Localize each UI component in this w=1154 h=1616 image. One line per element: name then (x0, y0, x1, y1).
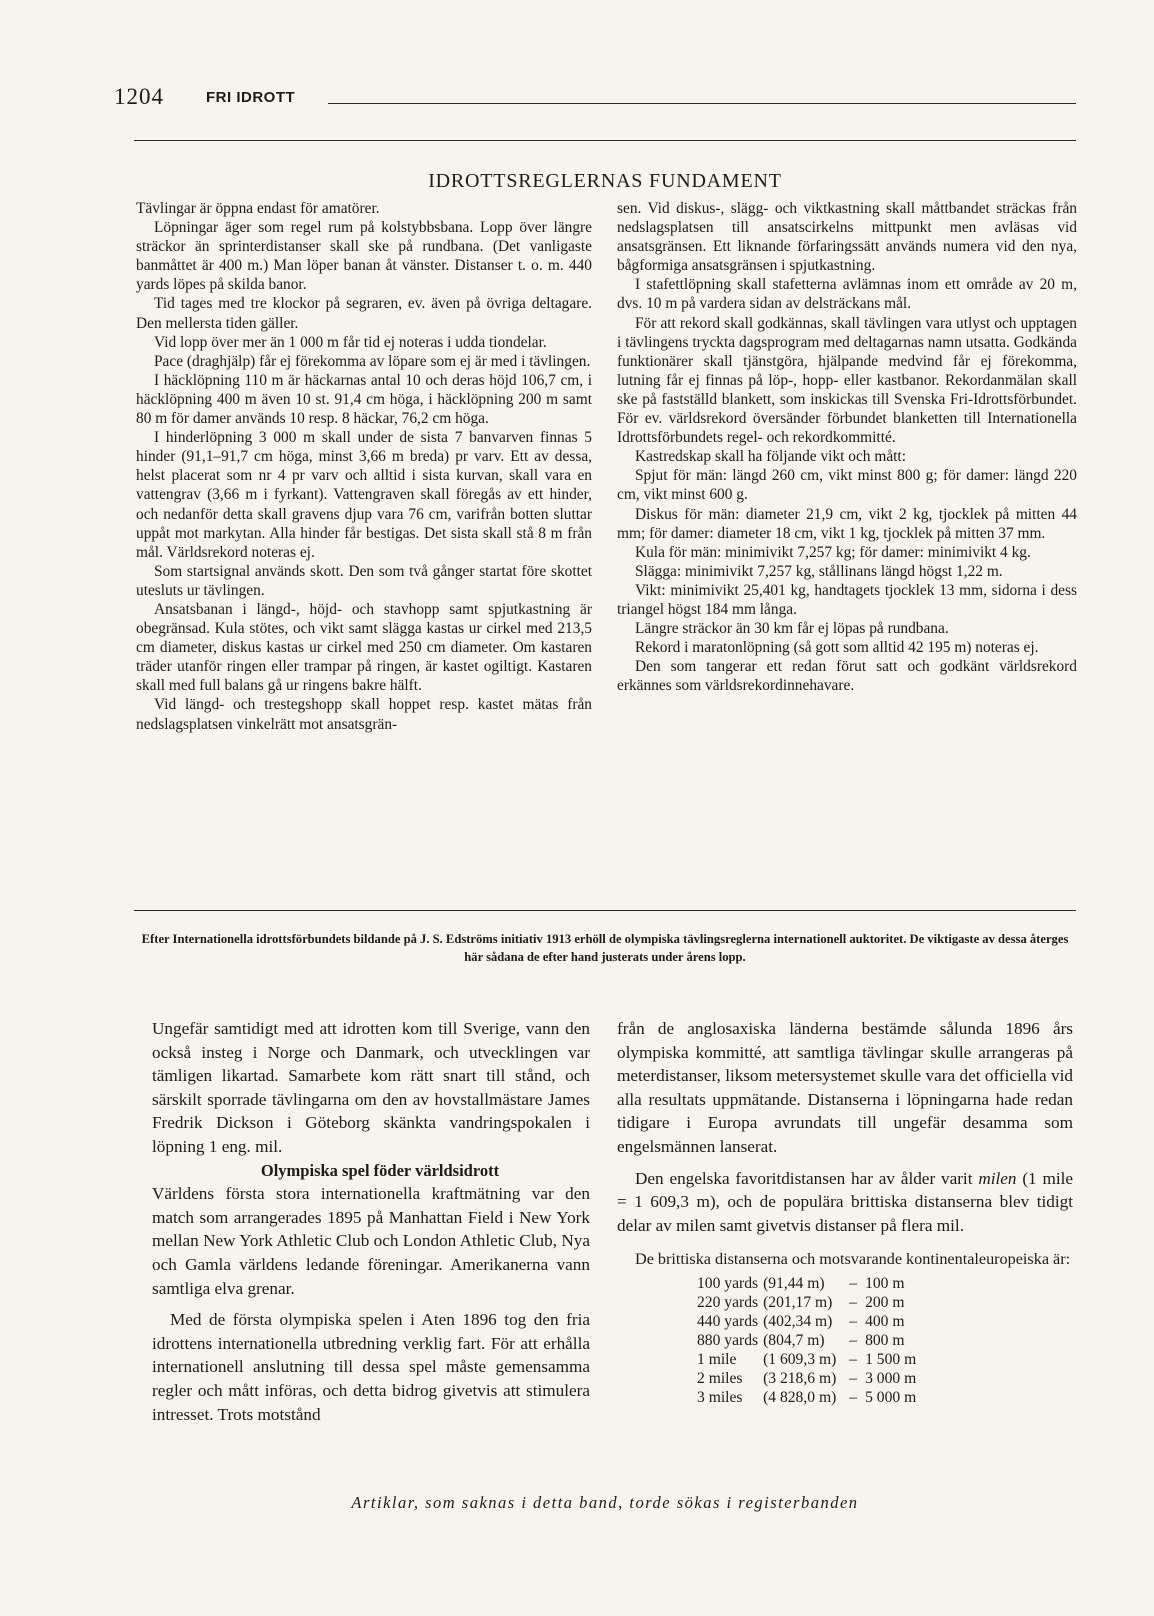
article-paragraph: Världens första stora internationella kraftmätning var den match som arrangerades 1895 på Manhattan Field i New York mellan New York Athletic Club och London Athletic Club, Nya och Gamla världens ledande föreningar. Amerikanerna vann samtliga elva grenar. (152, 1184, 590, 1298)
rule-paragraph: Ansatsbanan i längd-, höjd- och stavhopp samt spjutkastning är obegränsad. Kula stötes, och vikt samt slägga kastas ur cirkel med 213,5 cm diameter, diskus kastas ur cirkel med 250 cm diameter. Om kastaren träder utanför ringen eller trampar på ringen, är kastet ogiltigt. Kastaren skall med full balans gå ur ringens bakre hälft. (136, 600, 592, 695)
rule-paragraph: I häcklöpning 110 m är häckarnas antal 10 och deras höjd 106,7 cm, i häcklöpning 400 m även 10 st. 91,4 cm höga, i häcklöpning 200 m samt 80 m för damer används 10 resp. 8 häckar, 76,2 cm höga. (136, 371, 592, 428)
distance-metric: 800 m (865, 1331, 905, 1349)
rule-paragraph: Tävlingar är öppna endast för amatörer. (136, 200, 380, 217)
distance-british: 2 miles (697, 1369, 743, 1387)
rule-paragraph: sen. Vid diskus-, slägg- och viktkastning skall måttbandet sträckas från nedslagsplatsen till ansatscirkelns mittpunkt men avläsas vid ansatsgränsen. Ett liknande förfaringssätt används numera vid den nya, bågformiga ansatsgränsen i spjutkastning. (617, 200, 1077, 275)
box-top-rule (134, 140, 1076, 141)
distance-row (697, 1350, 921, 1369)
running-head (114, 84, 1076, 108)
distance-exact: (201,17 m) (763, 1293, 833, 1311)
distance-dash: – (849, 1369, 858, 1387)
distance-british: 1 mile (697, 1350, 737, 1368)
article-paragraph: Med de första olympiska spelen i Aten 1896 tog den fria idrottens internationella utbredning verklig fart. För att erhålla internationell anslutning till dessa spel måste gemensamma regler och mått införas, och detta bidrog givetvis att stimulera intresset. Trots motstånd (152, 1310, 590, 1424)
rule-paragraph: Längre sträckor än 30 km får ej löpas på rundbana. (635, 620, 949, 638)
rule-paragraph: Vid längd- och trestegshopp skall hoppet resp. kastet mätas från nedslagsplatsen vinkelrätt mot ansatsgrän- (136, 696, 592, 733)
distance-exact: (804,7 m) (763, 1331, 825, 1349)
distance-metric: 5 000 m (865, 1388, 917, 1406)
distance-dash: – (849, 1274, 858, 1292)
rules-right-column (617, 199, 1077, 695)
rule-paragraph: Tid tages med tre klockor på segraren, ev. även på övriga deltagare. Den mellersta tiden gäller. (136, 295, 592, 332)
distance-british: 100 yards (697, 1274, 759, 1292)
distance-british: 440 yards (697, 1312, 759, 1330)
rule-paragraph: Kastredskap skall ha följande vikt och mått: (635, 448, 906, 466)
article-paragraph (617, 1167, 1073, 1238)
distance-row (697, 1388, 921, 1407)
distance-exact: (3 218,6 m) (763, 1369, 837, 1387)
rule-paragraph: Den som tangerar ett redan förut satt och godkänt världsrekord erkännes som världsrekordinnehavare. (617, 658, 1077, 695)
distance-british: 880 yards (697, 1331, 759, 1349)
rule-paragraph: Rekord i maratonlöpning (så gott som alltid 42 195 m) noteras ej. (635, 639, 1039, 657)
section-subheading: Olympiska spel föder världsidrott (260, 1160, 500, 1180)
distance-dash: – (849, 1312, 858, 1330)
distance-metric: 100 m (865, 1274, 905, 1292)
article-paragraph: Ungefär samtidigt med att idrotten kom till Sverige, vann den också insteg i Norge och Danmark, och utvecklingen var tämligen likartad. Samarbete kom rätt snart till stånd, och särskilt sporrade tävlingarna om den av hovstallmästare James Fredrik Dickson i Göteborg skänkta vandringspokalen i löpning 1 eng. mil. (152, 1019, 590, 1156)
distance-dash: – (849, 1350, 858, 1368)
distance-dash: – (849, 1331, 858, 1349)
article-left-column (152, 1017, 590, 1426)
paragraph-text: Den engelska favoritdistansen har av ålder varit (635, 1168, 973, 1188)
article-paragraph: från de anglosaxiska länderna bestämde sålunda 1896 års olympiska kommitté, att samtliga tävlingar skulle arrangeras på meterdistanser, liksom metersystemet skulle vara det officiella vid alla resultats uppmätande. Distanserna i löpningarna hade redan tidigare i Europa avrundats till ungefär desamma som engelsmännen lanserat. (617, 1019, 1073, 1156)
rule-paragraph: Kula för män: minimivikt 7,257 kg; för damer: minimivikt 4 kg. (635, 543, 1031, 561)
distance-row (697, 1274, 921, 1293)
article-paragraph: De brittiska distanserna och motsvarande kontinentaleuropeiska är: (635, 1250, 1071, 1269)
rule-paragraph: Vikt: minimivikt 25,401 kg, handtagets tjocklek 13 mm, sidorna i dess triangel högst 184 mm långa. (617, 581, 1077, 618)
rule-paragraph: I stafettlöpning skall stafetterna avlämnas inom ett område av 20 m, dvs. 10 m på vardera sidan av delsträckans mål. (617, 276, 1077, 313)
italic-term: milen (978, 1168, 1017, 1188)
distance-exact: (1 609,3 m) (763, 1350, 837, 1368)
rule-paragraph: Löpningar äger som regel rum på kolstybbsbana. Lopp över längre sträckor än sprinterdistanser skall ske på rundbana. (Det vanligaste banmåttet är 400 m.) Man löper banan åt vänster. Distanser t. o. m. 440 yards löpes på skilda banor. (136, 219, 592, 294)
rule-paragraph: Slägga: minimivikt 7,257 kg, stållinans längd högst 1,22 m. (635, 562, 1003, 580)
article-right-column (617, 1017, 1073, 1407)
rule-paragraph: Pace (draghjälp) får ej förekomma av löpare som ej är med i tävlingen. (154, 352, 591, 370)
page-number: 1204 (114, 84, 164, 109)
box-bottom-rule (134, 910, 1076, 911)
box-caption: Efter Internationella idrottsförbundets bildande på J. S. Edströms initiativ 1913 erhöll de olympiska tävlingsreglerna internationell auktoritet. De viktigaste av dessa återges här sådana de efter hand justerats under årens lopp. (141, 932, 1069, 964)
rule-paragraph: Spjut för män: längd 260 cm, vikt minst 800 g; för damer: längd 220 cm, vikt minst 600 g. (617, 467, 1077, 504)
rule-paragraph: Vid lopp över mer än 1 000 m får tid ej noteras i udda tiondelar. (154, 333, 547, 351)
distance-british: 3 miles (697, 1388, 743, 1406)
distance-exact: (402,34 m) (763, 1312, 833, 1330)
rule-paragraph: I hinderlöpning 3 000 m skall under de sista 7 banvarven finnas 5 hinder (91,1–91,7 cm höga, minst 3,66 m breda) pr varv. Ett av dessa, helst placerat som nr 4 pr varv och alltid i sista kurvan, skall vara en vattengrav (3,66 m i fyrkant). Vattengraven skall föregås av ett hinder, och nedanför detta skall gravens djup vara 76 cm, varifrån botten sluttar uppåt mot markytan. Alla hinder får bestigas. Det sista skall stå 8 m från mål. Världsrekord noteras ej. (136, 429, 592, 561)
distance-row (697, 1331, 921, 1350)
rule-paragraph: För att rekord skall godkännas, skall tävlingen vara utlyst och upptagen i tävlingens tryckta dagsprogram med deltagarnas namn utsatta. Godkända funktionärer skall tjänstgöra, hjälpande medvind får ej förekomma, lutning får ej finnas på löp-, hopp- eller kastbanor. Rekordanmälan skall ske på fastställd blankett, som inskickas till Svenska Fri-Idrottsförbundet. För ev. världsrekord översänder förbundet blanketten till Internationella Idrottsförbundets regel- och rekordkommitté. (617, 314, 1077, 447)
distance-table (697, 1274, 921, 1407)
distance-row (697, 1369, 921, 1388)
distance-dash: – (849, 1388, 858, 1406)
rule-paragraph: Diskus för män: diameter 21,9 cm, vikt 2 kg, tjocklek på mitten 44 mm; för damer: diameter 18 cm, vikt 1 kg, tjocklek på mitten 37 mm. (617, 505, 1077, 542)
box-heading: IDROTTSREGLERNAS FUNDAMENT (428, 170, 782, 192)
header-rule (328, 103, 1076, 104)
distance-metric: 1 500 m (865, 1350, 917, 1368)
distance-metric: 3 000 m (865, 1369, 917, 1387)
distance-row (697, 1293, 921, 1312)
rule-paragraph: Som startsignal används skott. Den som två gånger startat före skottet utesluts ur tävlingen. (136, 562, 592, 599)
rules-left-column (136, 199, 592, 734)
distance-exact: (91,44 m) (763, 1274, 825, 1292)
distance-british: 220 yards (697, 1293, 759, 1311)
paragraph-text: (1 mile = 1 609,3 m), och de populära brittiska distanserna blev tidigt delar av milen samt givetvis distanser på flera mil. (617, 1168, 1074, 1235)
distance-row (697, 1312, 921, 1331)
distance-exact: (4 828,0 m) (763, 1388, 837, 1406)
section-title: FRI IDROTT (206, 89, 296, 106)
distance-metric: 200 m (865, 1293, 905, 1311)
footer-note: Artiklar, som saknas i detta band, torde sökas i registerbanden (351, 1493, 859, 1512)
distance-metric: 400 m (865, 1312, 905, 1330)
distance-dash: – (849, 1293, 858, 1311)
